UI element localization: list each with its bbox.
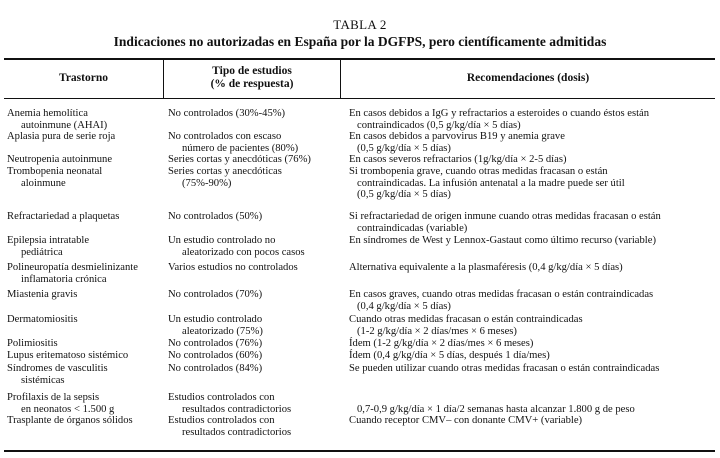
disorder-cell: Aplasia pura de serie roja <box>7 131 116 142</box>
study-type-cell: Series cortas y anecdóticas (76%) <box>168 154 311 165</box>
study-type-cell: No controlados (84%) <box>168 363 263 374</box>
disorder-cell: autoinmune (AHAI) <box>21 119 108 131</box>
recommendation-cell: Ídem (1-2 g/kg/día × 2 días/mes × 6 meses) <box>349 338 534 349</box>
recommendation-cell: contraindicadas. La infusión antenatal a la madre puede ser útil <box>357 177 625 189</box>
study-type-cell: número de pacientes (80%) <box>182 142 299 154</box>
disorder-cell: Neutropenia autoinmune <box>7 154 113 165</box>
recommendation-cell: (1-2 g/kg/día × 2 días/mes × 6 meses) <box>357 325 517 337</box>
recommendation-cell: Alternativa equivalente a la plasmaféresis (0,4 g/kg/día × 5 días) <box>349 262 623 273</box>
header-tipo-estudios <box>164 65 340 91</box>
recommendation-cell: En síndromes de West y Lennox-Gastaut como último recurso (variable) <box>349 235 656 246</box>
recommendation-cell: 0,7-0,9 g/kg/día × 1 día/2 semanas hasta alcanzar 1.800 g de peso <box>357 403 635 415</box>
study-type-cell: Varios estudios no controlados <box>168 262 298 273</box>
disorder-cell: Anemia hemolítica <box>7 108 88 119</box>
disorder-cell: aloinmune <box>21 177 66 189</box>
recommendation-cell: (0,4 g/kg/día × 5 días) <box>357 300 451 312</box>
disorder-cell: Refractariedad a plaquetas <box>7 211 120 222</box>
header-tipo-estudios-line2: (% de respuesta) <box>210 78 294 90</box>
disorder-cell: Síndromes de vasculitis <box>7 363 108 374</box>
recommendation-cell: Se pueden utilizar cuando otras medidas fracasan o están contraindicadas <box>349 363 660 374</box>
recommendation-cell: En casos severos refractarios (1g/kg/día × 2-5 días) <box>349 154 567 165</box>
disorder-cell: Polineuropatía desmielinizante <box>7 262 138 273</box>
study-type-cell: No controlados (50%) <box>168 211 263 222</box>
recommendation-cell: (0,5 g/kg/día × 5 días) <box>357 189 451 201</box>
header-recomendaciones: Recomendaciones (dosis) <box>466 72 590 84</box>
recommendation-cell: En casos debidos a IgG y refractarios a esteroides o cuando éstos están <box>349 108 650 119</box>
disorder-cell: pediátrica <box>21 246 63 258</box>
study-type-cell: resultados contradictorios <box>182 426 292 438</box>
recommendation-cell: Cuando receptor CMV– con donante CMV+ (variable) <box>349 415 583 426</box>
disorder-cell: Dermatomiositis <box>7 314 78 325</box>
recommendation-cell: Cuando otras medidas fracasan o están contraindicadas <box>349 314 583 325</box>
top-rule <box>4 58 715 60</box>
study-type-cell: (75%-90%) <box>182 177 232 189</box>
study-type-cell: No controlados (30%-45%) <box>168 108 286 119</box>
disorder-cell: en neonatos < 1.500 g <box>21 403 115 415</box>
disorder-cell: Profilaxis de la sepsis <box>7 392 100 403</box>
disorder-cell: inflamatoria crónica <box>21 273 107 285</box>
study-type-cell: Estudios controlados con <box>168 415 275 426</box>
recommendation-cell: En casos graves, cuando otras medidas fracasan o están contraindicadas <box>349 289 654 300</box>
study-type-cell: Un estudio controlado no <box>168 235 276 246</box>
study-type-cell: No controlados con escaso <box>168 131 282 142</box>
study-type-cell: No controlados (76%) <box>168 338 263 349</box>
bottom-rule <box>4 450 715 452</box>
disorder-cell: Lupus eritematoso sistémico <box>7 350 129 361</box>
disorder-cell: Miastenia gravis <box>7 289 78 300</box>
study-type-cell: resultados contradictorios <box>182 403 292 415</box>
recommendation-cell: Ídem (0,4 g/kg/día × 5 días, después 1 día/mes) <box>349 350 550 361</box>
study-type-cell: aleatorizado con pocos casos <box>182 246 305 258</box>
study-type-cell: Estudios controlados con <box>168 392 275 403</box>
study-type-cell: Series cortas y anecdóticas <box>168 166 282 177</box>
study-type-cell: aleatorizado (75%) <box>182 325 263 337</box>
recommendation-cell: Si refractariedad de origen inmune cuando otras medidas fracasan o están <box>349 211 661 222</box>
study-type-cell: Un estudio controlado <box>168 314 263 325</box>
disorder-cell: Epilepsia intratable <box>7 235 90 246</box>
recommendation-cell: contraindicadas (variable) <box>357 222 468 234</box>
header-tipo-estudios-line1: Tipo de estudios <box>212 65 292 77</box>
study-type-cell: No controlados (70%) <box>168 289 263 300</box>
header-rule <box>4 98 715 99</box>
recommendation-cell: Si trombopenia grave, cuando otras medidas fracasan o están <box>349 166 608 177</box>
disorder-cell: Polimiositis <box>7 338 58 349</box>
disorder-cell: Trombopenia neonatal <box>7 166 103 177</box>
table-label: TABLA 2 <box>333 17 387 32</box>
recommendation-cell: (0,5 g/kg/día × 5 días) <box>357 142 451 154</box>
header-trastorno: Trastorno <box>59 72 108 84</box>
recommendation-cell: En casos debidos a parvovirus B19 y anemia grave <box>349 131 565 142</box>
recommendation-cell: contraindicados (0,5 g/kg/día × 5 días) <box>357 119 521 131</box>
table-caption: Indicaciones no autorizadas en España por la DGFPS, pero científicamente admitidas <box>113 34 607 49</box>
study-type-cell: No controlados (60%) <box>168 350 263 361</box>
disorder-cell: sistémicas <box>21 374 65 386</box>
disorder-cell: Trasplante de órganos sólidos <box>7 415 133 426</box>
